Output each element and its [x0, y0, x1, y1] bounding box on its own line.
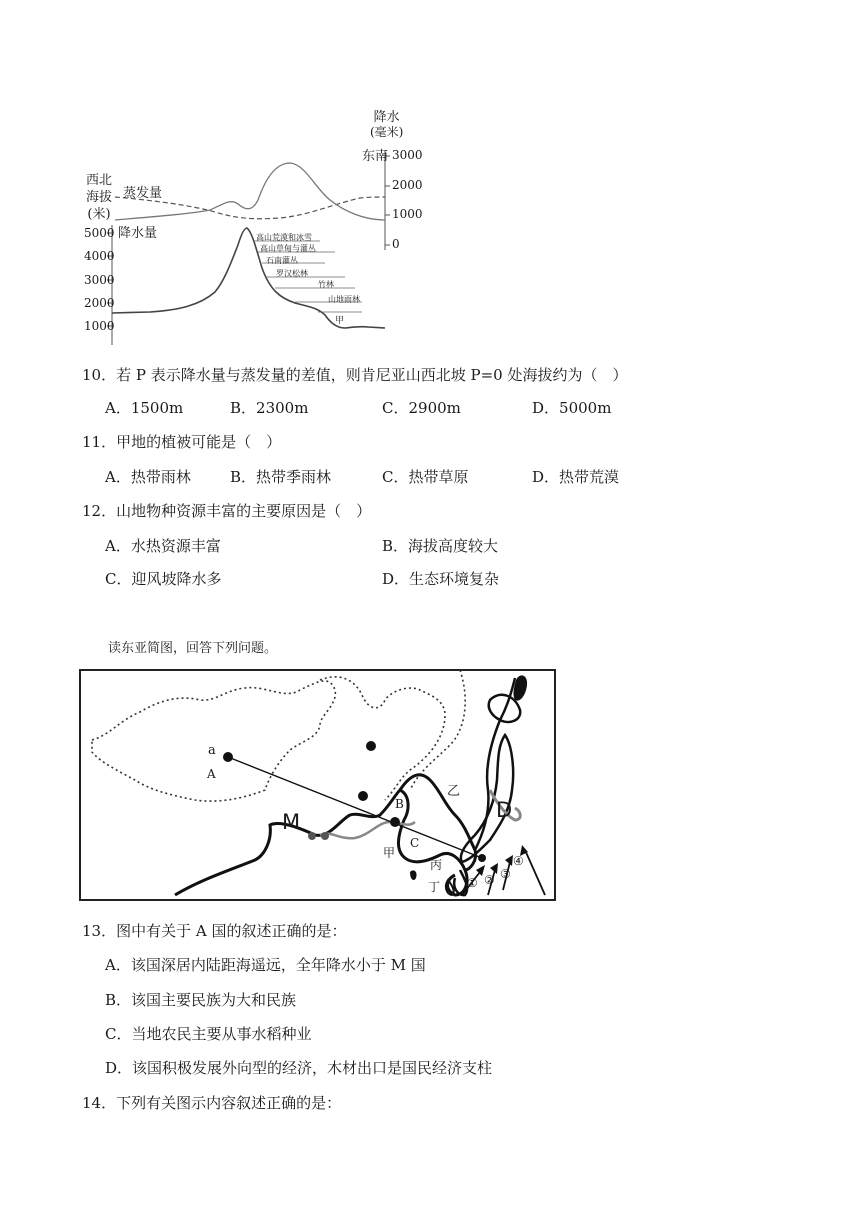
coastline [175, 790, 467, 895]
q13-option-a: A．该国深居内陆距海遥远，全年降水小于 M 国 [105, 956, 426, 974]
point-b-dot [390, 817, 400, 827]
left-tick-2000: 2000 [84, 296, 115, 310]
left-tick-4000: 4000 [84, 249, 115, 263]
q12-option-d: D．生态环境复杂 [382, 570, 500, 588]
question-10-stem: 10．若 P 表示降水量与蒸发量的差值，则肯尼亚山西北坡 P=0 处海拔约为（ ） [82, 366, 628, 384]
precipitation-label: 降水量 [118, 226, 158, 241]
point-m-1 [308, 832, 316, 840]
question-13-stem: 13．图中有关于 A 国的叙述正确的是： [82, 922, 347, 940]
zone-label-5: 竹林 [318, 280, 334, 289]
map-label-4: ④ [513, 854, 524, 868]
map-label-bing: 丙 [430, 858, 443, 872]
right-tick-1000: 1000 [392, 207, 423, 221]
left-axis-title-1: 西北 [86, 173, 113, 188]
mongolia-border [92, 681, 335, 801]
left-tick-3000: 3000 [84, 273, 115, 287]
q10-option-a: A．1500m [105, 399, 184, 417]
q11-option-b: B．热带季雨林 [230, 468, 332, 486]
q12-option-c: C．迎风坡降水多 [105, 570, 222, 588]
right-tick-0: 0 [392, 237, 400, 251]
map-intro: 读东亚简图，回答下列问题。 [108, 641, 278, 656]
site-label-jia: 甲 [335, 316, 345, 326]
route-a-to-d [228, 757, 482, 858]
left-tick-1000: 1000 [84, 319, 115, 333]
map-label-1: ① [467, 876, 478, 890]
right-tick-3000: 3000 [392, 148, 423, 162]
zone-label-1: 高山荒漠和冰雪 [256, 233, 312, 242]
q13-option-b: B．该国主要民族为大和民族 [105, 991, 297, 1009]
zone-label-3: 石南灌丛 [266, 256, 298, 265]
question-11-stem: 11．甲地的植被可能是（ ） [82, 433, 282, 451]
q13-option-d: D．该国积极发展外向型的经济，木材出口是国民经济支柱 [105, 1059, 493, 1077]
map-label-a: a [208, 743, 216, 758]
q10-option-d: D．5000m [532, 399, 612, 417]
map-label-B: B [395, 797, 404, 811]
q11-option-c: C．热带草原 [382, 468, 469, 486]
q11-option-d: D．热带荒漠 [532, 468, 620, 486]
q12-option-b: B．海拔高度较大 [382, 537, 499, 555]
right-axis-side-label: 东南 [362, 149, 389, 164]
question-14-stem: 14．下列有关图示内容叙述正确的是： [82, 1094, 342, 1112]
map-label-2: ② [484, 873, 495, 887]
left-axis-title-2: 海拔 [86, 190, 113, 205]
q12-option-a: A．水热资源丰富 [105, 537, 221, 555]
map-label-3: ③ [500, 867, 511, 881]
q10-option-b: B．2300m [230, 399, 309, 417]
point-city-2 [358, 791, 368, 801]
map-label-jia: 甲 [383, 846, 396, 860]
china-ne-border [320, 677, 445, 800]
left-axis-title-3: (米) [87, 207, 111, 222]
q13-option-c: C．当地农民主要从事水稻种业 [105, 1025, 312, 1043]
map-label-yi: 乙 [447, 784, 461, 799]
zone-label-2: 高山草甸与灌丛 [260, 244, 316, 253]
map-label-C: C [410, 836, 420, 850]
question-12-stem: 12．山地物种资源丰富的主要原因是（ ） [82, 502, 372, 520]
q10-option-c: C．2900m [382, 399, 461, 417]
right-tick-2000: 2000 [392, 178, 423, 192]
evaporation-label: 蒸发量 [123, 186, 163, 201]
map-label-ding: 丁 [428, 880, 441, 894]
q11-option-a: A．热带雨林 [105, 468, 191, 486]
map-label-D: D [496, 798, 513, 822]
point-city-1 [366, 741, 376, 751]
point-a [223, 752, 233, 762]
zone-label-4: 罗汉松林 [276, 269, 308, 278]
right-axis-title-2: (毫米) [370, 125, 404, 139]
left-tick-5000: 5000 [84, 226, 115, 240]
map-label-A: A [207, 767, 216, 781]
map-label-M: M [282, 810, 301, 834]
point-m-2 [321, 832, 329, 840]
point-japan [478, 854, 486, 862]
zone-label-6: 山地雨林 [328, 295, 360, 304]
right-axis-title-1: 降水 [373, 110, 400, 125]
